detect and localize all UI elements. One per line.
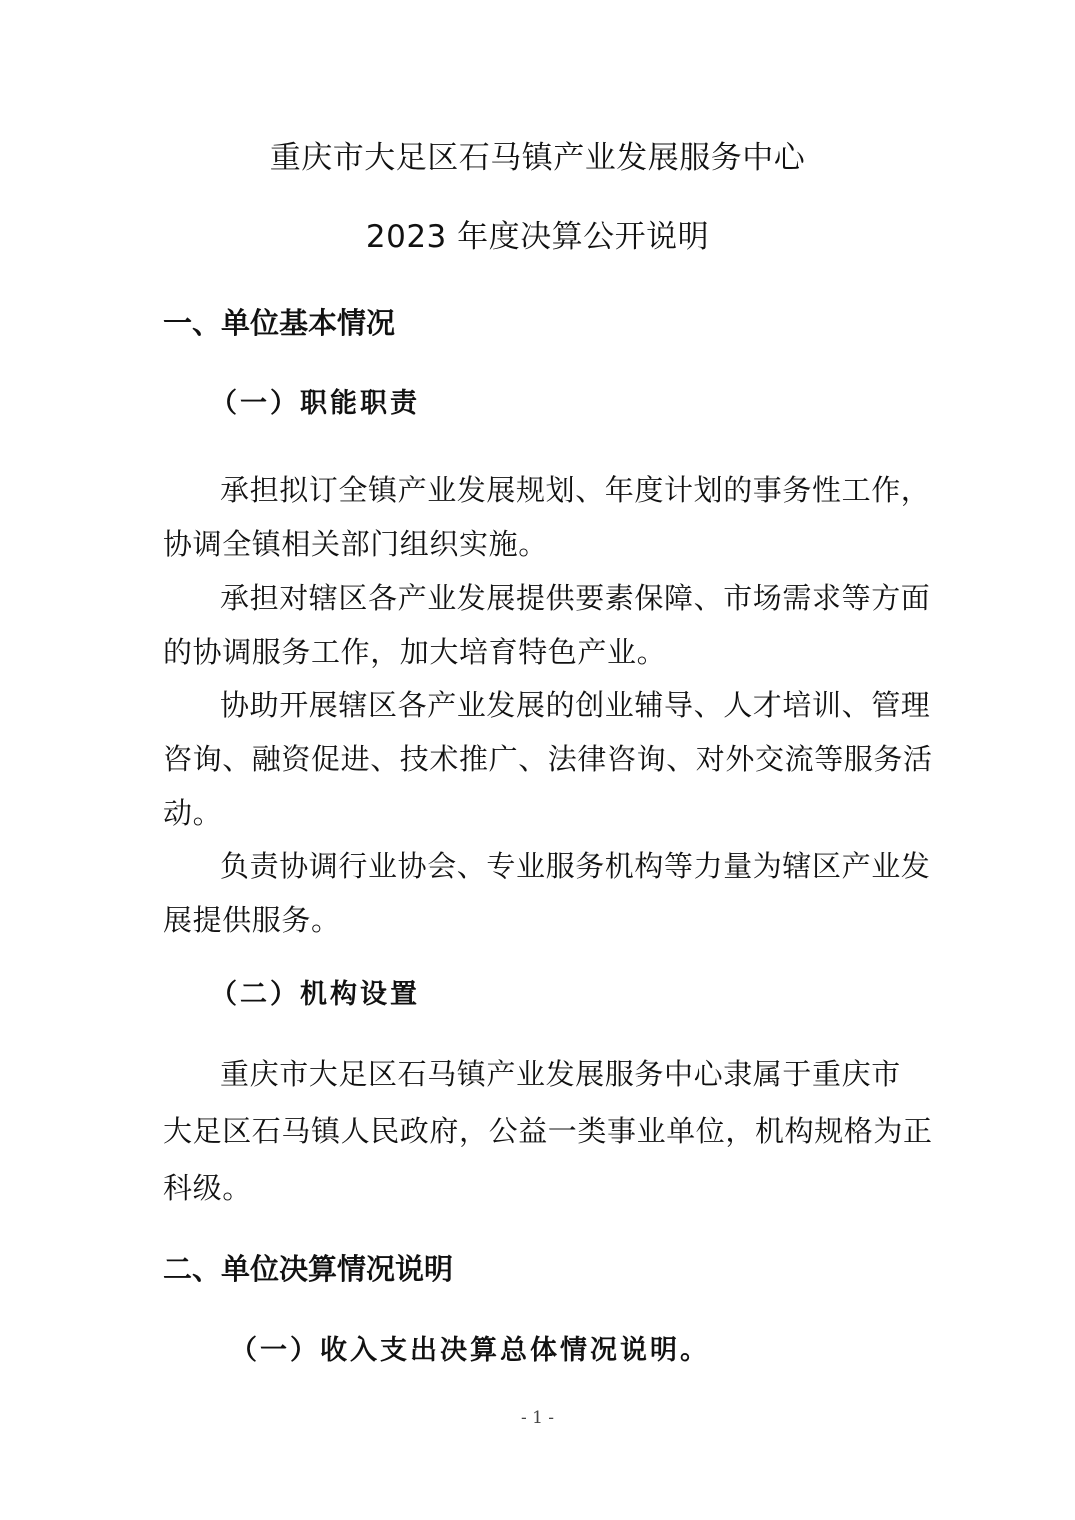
- paragraph-line: 承担对辖区各产业发展提供要素保障、市场需求等方面: [220, 581, 931, 615]
- paragraph-line: 负责协调行业协会、专业服务机构等力量为辖区产业发: [220, 849, 931, 883]
- subsection-heading-functions: （一）职能职责: [210, 388, 420, 419]
- page-number: - 1 -: [520, 1408, 555, 1428]
- paragraph-line: 的协调服务工作，加大培育特色产业。: [163, 635, 667, 669]
- document-title-line2: 2023 年度决算公开说明: [365, 219, 710, 255]
- paragraph-line: 重庆市大足区石马镇产业发展服务中心隶属于重庆市: [220, 1057, 901, 1091]
- section-heading-basic-info: 一、单位基本情况: [163, 306, 396, 340]
- subsection-heading-organization: （二）机构设置: [210, 979, 420, 1010]
- paragraph-line: 咨询、融资促进、技术推广、法律咨询、对外交流等服务活: [163, 742, 933, 776]
- paragraph-line: 大足区石马镇人民政府，公益一类事业单位，机构规格为正: [163, 1114, 933, 1148]
- paragraph-line: 展提供服务。: [163, 903, 341, 937]
- section-heading-final-accounts: 二、单位决算情况说明: [163, 1252, 454, 1286]
- paragraph-line: 协调全镇相关部门组织实施。: [163, 527, 548, 561]
- paragraph-line: 协助开展辖区各产业发展的创业辅导、人才培训、管理: [220, 688, 931, 722]
- paragraph-line: 科级。: [163, 1171, 252, 1205]
- document-title-line1: 重庆市大足区石马镇产业发展服务中心: [269, 140, 806, 176]
- paragraph-line: 动。: [163, 796, 223, 830]
- paragraph-line: 承担拟订全镇产业发展规划、年度计划的事务性工作，: [220, 473, 931, 507]
- subsection-heading-income-expenditure: （一）收入支出决算总体情况说明。: [230, 1335, 710, 1366]
